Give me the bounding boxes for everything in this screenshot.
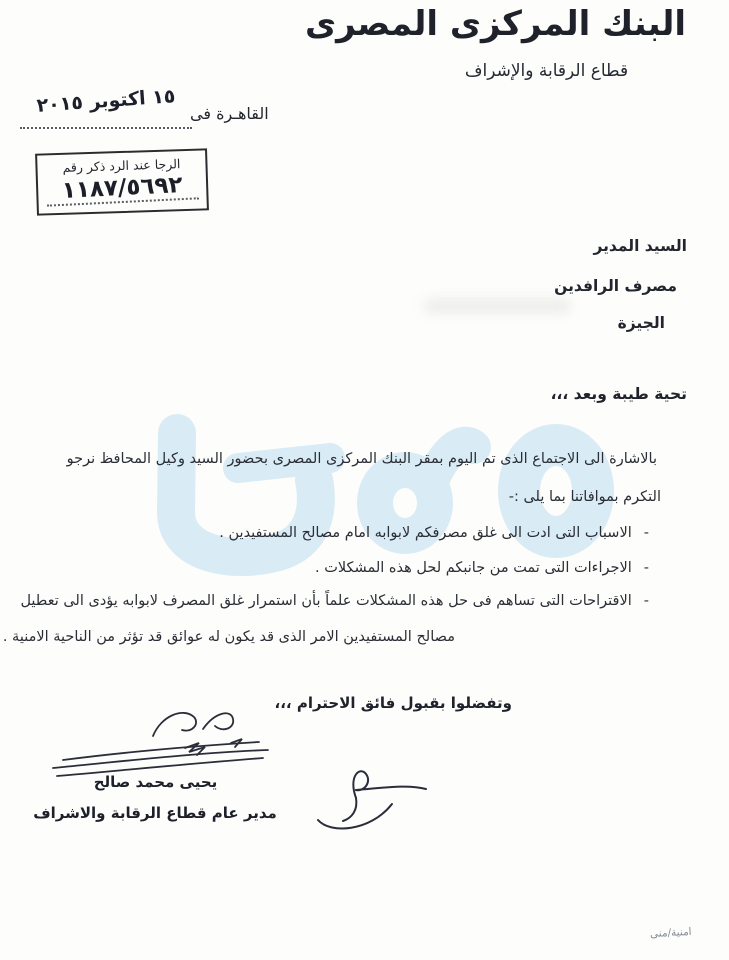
date-label: القاهـرة فى [190,104,269,123]
bank-name: البنك المركزى المصرى [305,4,686,44]
reference-label: الرجا عند الرد ذكر رقم [62,156,181,175]
bullet-text: الاجراءات التى تمت من جانبكم لحل هذه المشكلات . [314,560,632,576]
bullet-dash: - [643,593,649,609]
bullet-item-1 [219,525,649,541]
bullet-text: الاقتراحات التى تساهم فى حل هذه المشكلات علماً بأن استمرار غلق المصرف لابوابه يؤدى الى تعطيل [20,593,632,609]
bullet-item-2 [315,560,649,576]
signatory-title: مدير عام قطاع الرقابة والاشراف [33,804,277,822]
sector-name: قطاع الرقابة والإشراف [464,61,629,81]
secondary-signature-scribble [312,758,437,846]
signature-scribble [35,702,280,784]
bullet-dash: - [643,525,649,541]
handwritten-date: ١٥ اكتوبر ٢٠١٥ [35,85,177,117]
addressee-line-2: مصرف الرافدين [554,277,677,295]
body-paragraph-line-1: بالاشارة الى الاجتماع الذى تم اليوم بمقر البنك المركزى المصرى بحضور السيد وكيل المحافظ نرجو [66,451,657,467]
bullet-text: الاسباب التى ادت الى غلق مصرفكم لابوابه امام مصالح المستفيدين . [219,525,632,541]
date-dotted-line [20,127,192,129]
bullet-item-3-continuation: مصالح المستفيدين الامر الذى قد يكون له عوائق قد تؤثر من الناحية الامنية . [2,629,455,645]
bullet-dash: - [643,560,649,576]
addressee-line-1: السيد المدير [593,237,687,255]
scan-smudge [425,299,570,313]
typist-note: امنية/منى [649,925,692,941]
body-paragraph-line-2: التكرم بموافاتنا بما يلى :- [508,489,661,505]
greeting: تحية طيبة وبعد ،،، [550,385,687,403]
bullet-item-3 [20,593,649,609]
reference-number: ١١٨٧/٥٦٩٢ [46,171,199,206]
reference-box [35,148,209,215]
addressee-line-3: الجيزة [617,314,665,332]
signatory-name: يحيى محمد صالح [93,773,218,791]
closing-line: وتفضلوا بقبول فائق الاحترام ،،، [274,694,512,712]
